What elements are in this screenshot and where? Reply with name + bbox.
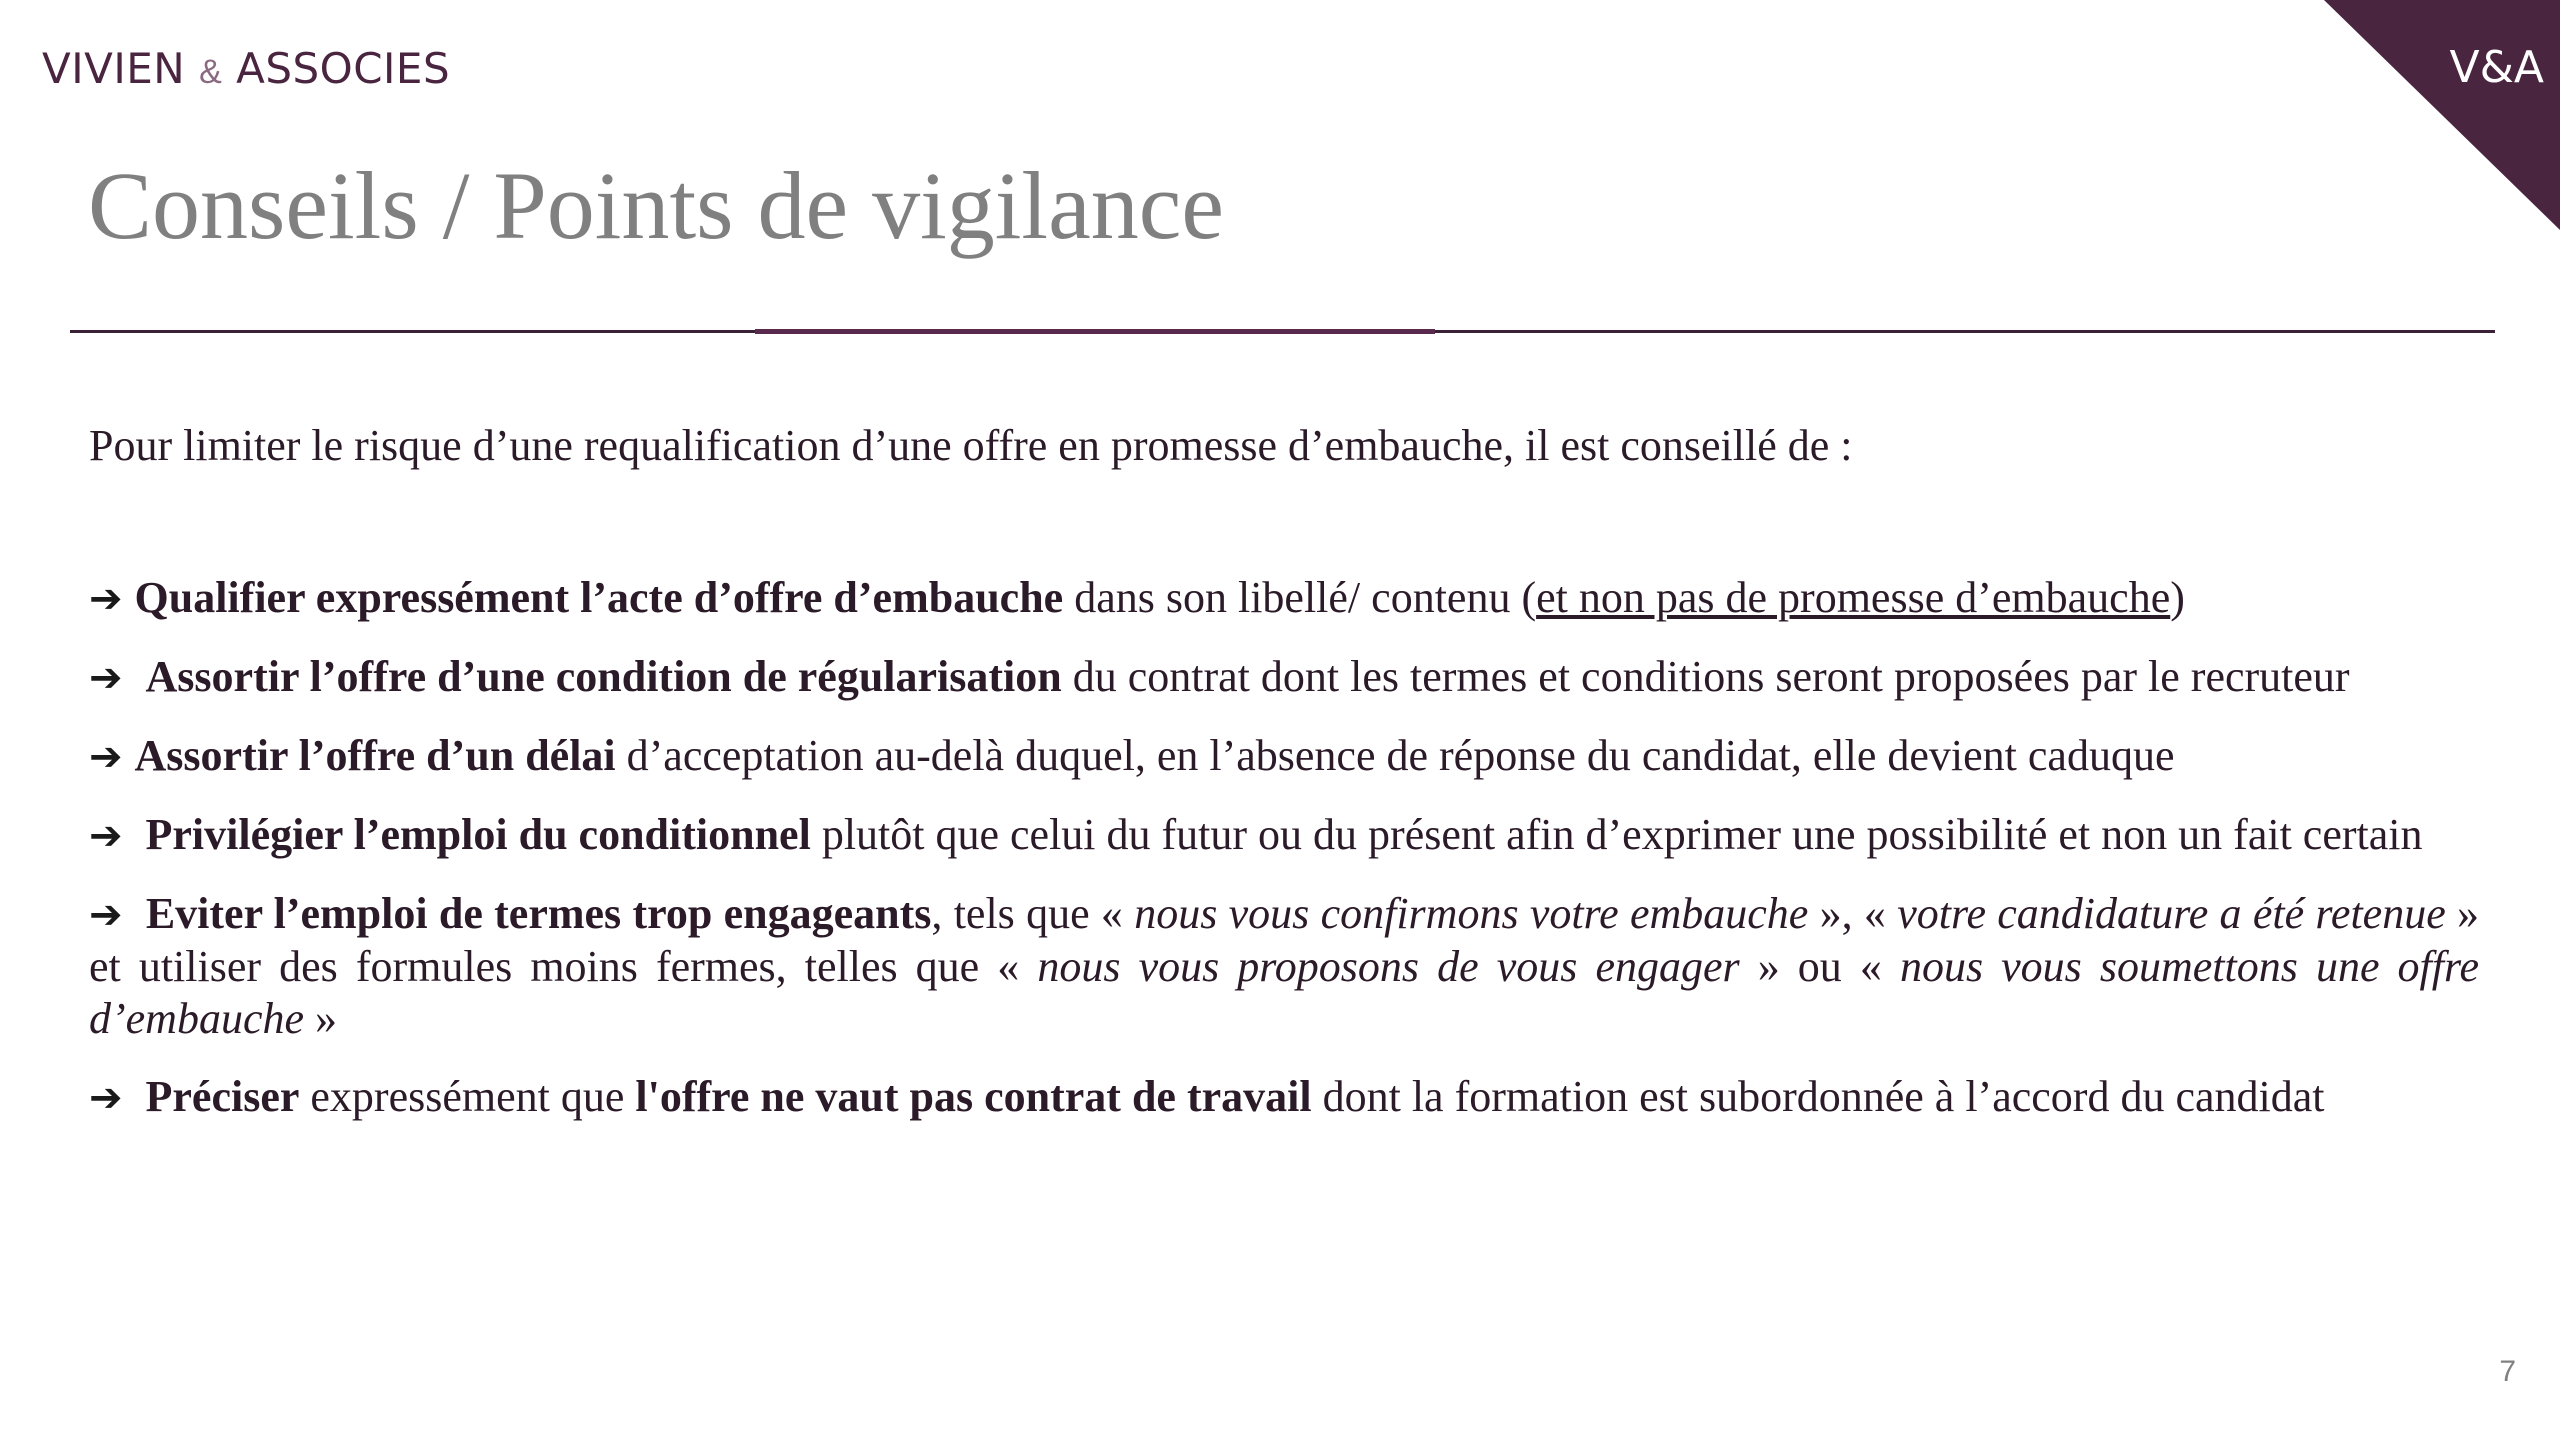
intro-paragraph: Pour limiter le risque d’une requalification d’une offre en promesse d’embauche, il est conseillé de : [89,421,1853,470]
item-underlined: et non pas de promesse d’embauche [1536,573,2171,622]
item-text: d’acceptation au-delà duquel, en l’absence de réponse du candidat, elle devient caduque [615,731,2175,780]
arrow-right-icon: ➔ [89,655,123,701]
list-item [89,572,2479,625]
item-text: dont la formation est subordonnée à l’accord du candidat [1311,1072,2325,1121]
item-bold: Qualifier expressément l’acte d’offre d’embauche [134,573,1064,622]
logo-text-associes: ASSOCIES [236,44,451,93]
item-text: du contrat dont les termes et conditions seront proposées par le recruteur [1061,652,2350,701]
advice-list [89,572,2479,1150]
item-quote: nous vous confirmons votre embauche [1134,889,1809,938]
item-bold: Assortir l’offre d’une condition de régularisation [145,652,1062,701]
corner-monogram-badge [2324,0,2560,230]
item-bold: Eviter l’emploi de termes trop engageants [145,889,932,938]
arrow-right-icon: ➔ [89,576,123,622]
item-text: » et utiliser des formules moins fermes, telles que « [89,889,2480,991]
item-text: » [304,994,338,1043]
arrow-right-icon: ➔ [89,813,123,859]
company-logo [42,44,450,93]
item-bold: Privilégier l’emploi du conditionnel [145,810,811,859]
item-text: , tels que « [931,889,1135,938]
page-title: Conseils / Points de vigilance [88,152,1224,259]
logo-text-vivien: VIVIEN [42,44,186,93]
item-quote: nous vous soumettons une offre d’embauche [89,942,2480,1043]
corner-monogram-text: V&A [2449,42,2544,93]
list-item [89,888,2479,1045]
item-bold-secondary: l'offre ne vaut pas contrat de travail [635,1072,1312,1121]
list-item [89,651,2479,704]
list-item [89,730,2479,783]
item-text: expressément que [299,1072,636,1121]
item-bold: Assortir l’offre d’un délai [134,731,616,780]
list-item [89,809,2479,862]
item-text: dans son libellé/ contenu ( [1063,573,1537,622]
list-item [89,1071,2479,1124]
logo-ampersand: & [199,53,223,91]
item-text-end: ) [2170,573,2185,622]
item-text: », « [1808,889,1898,938]
item-bold: Préciser [145,1072,300,1121]
arrow-right-icon: ➔ [89,1075,123,1121]
item-text: plutôt que celui du futur ou du présent afin d’exprimer une possibilité et non un fait certain [810,810,2423,859]
title-divider-accent [755,329,1435,334]
arrow-right-icon: ➔ [89,734,123,780]
item-quote: nous vous proposons de vous engager [1037,942,1740,991]
arrow-right-icon: ➔ [89,892,123,938]
item-text: » ou « [1739,942,1900,991]
page-number: 7 [2499,1355,2516,1388]
item-quote: votre candidature a été retenue [1897,889,2446,938]
corner-triangle [2324,0,2560,230]
